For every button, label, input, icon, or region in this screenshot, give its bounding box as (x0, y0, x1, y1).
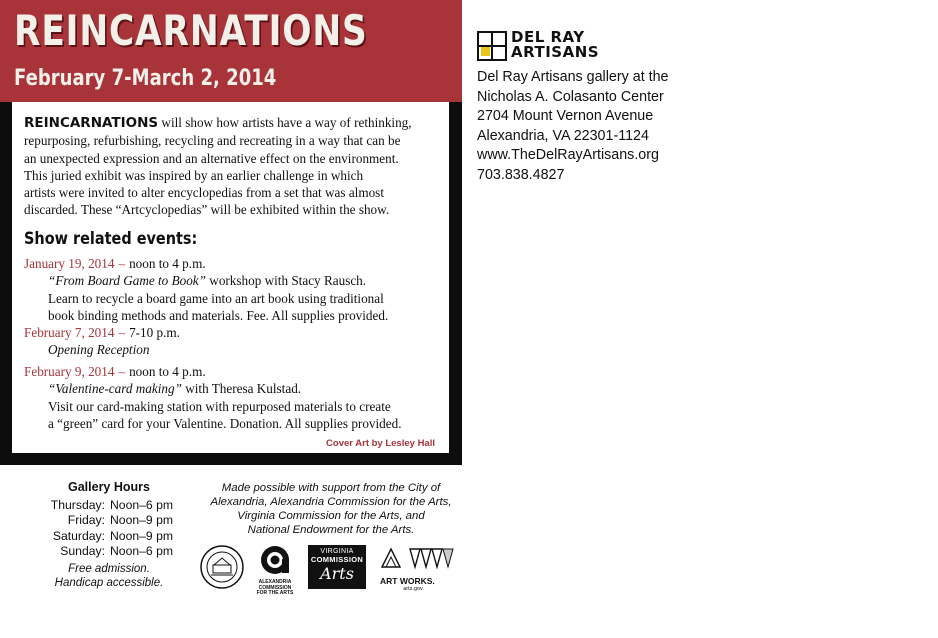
event-title-line (24, 380, 444, 397)
admission-note (20, 562, 198, 590)
intro-paragraph (24, 114, 444, 219)
hours-time: Noon–9 pm (110, 513, 174, 528)
alexandria-line: FOR THE ARTS (256, 590, 294, 597)
exhibit-description-card (12, 102, 449, 453)
event-dash: – (118, 364, 126, 379)
intro-exhibit-name: REINCARNATIONS (24, 115, 159, 131)
event-description-line: Visit our card-making station with repurposed materials to create (48, 398, 391, 414)
exhibit-title: REINCARNATIONS (14, 6, 368, 55)
virginia-line: VIRGINIA (320, 548, 354, 555)
hours-time: Noon–6 pm (110, 498, 174, 513)
hours-day: Thursday: (50, 498, 105, 513)
logo-grid-icon (477, 31, 507, 61)
virginia-commission-logo (308, 545, 366, 589)
event-dash: – (118, 256, 126, 271)
sponsor-logos (198, 545, 468, 597)
hours-row (20, 513, 198, 528)
alexandria-line: COMMISSION (258, 584, 292, 591)
nea-art-works-logo (380, 545, 454, 592)
event-item (24, 363, 444, 432)
event-header (24, 363, 444, 380)
event-description-line: Learn to recycle a board game into an art book using traditional (48, 290, 384, 306)
intro-line: an unexpected expression and an alternative effect on the environment. (24, 150, 399, 166)
cover-art-credit: Cover Art by Lesley Hall (326, 438, 435, 449)
phone-number: 703.838.4827 (477, 166, 565, 183)
event-time: noon to 4 p.m. (129, 256, 206, 271)
intro-line (24, 114, 444, 132)
event-time: noon to 4 p.m. (129, 364, 206, 379)
exhibit-dates: February 7-March 2, 2014 (14, 66, 277, 91)
address-line: Del Ray Artisans gallery at the (477, 69, 669, 85)
event-item (24, 255, 444, 324)
event-title-rest: workshop with Stacy Rausch. (206, 273, 367, 289)
address-line: Nicholas A. Colasanto Center (477, 88, 664, 105)
alexandria-a-icon (258, 545, 292, 575)
event-title: “From Board Game to Book” (48, 273, 206, 289)
exhibit-panel (0, 0, 462, 465)
hours-day: Sunday: (60, 543, 105, 558)
virginia-line: COMMISSION (310, 555, 364, 564)
logo-line: ARTISANS (511, 43, 600, 61)
intro-line: discarded. These “Artcyclopedias” will be exhibited within the show. (24, 202, 390, 218)
hours-day: Friday: (67, 513, 105, 528)
logo-line: DEL RAY (511, 28, 585, 46)
website-link[interactable]: www.TheDelRayArtisans.org (477, 147, 659, 163)
support-line: National Endowment for the Arts. (247, 524, 415, 536)
event-time: 7-10 p.m. (129, 325, 180, 340)
nea-website: arts.gov (403, 586, 423, 592)
admission-line: Free admission. (68, 563, 150, 576)
hours-row (20, 498, 198, 513)
support-line: Alexandria, Alexandria Commission for the Arts, (210, 496, 452, 508)
del-ray-artisans-logo (477, 28, 617, 63)
intro-line: artists were invited to alter encyclopedias from a set that was almost (24, 185, 384, 201)
nea-art-works: ART WORKS. (380, 576, 435, 586)
event-title-line (24, 272, 444, 289)
hours-row (20, 529, 198, 544)
address-line: 2704 Mount Vernon Avenue (477, 108, 654, 124)
city-of-alexandria-seal-icon (200, 545, 244, 589)
event-title-rest: with Theresa Kulstad. (181, 381, 302, 397)
event-date: January 19, 2014 (24, 256, 115, 271)
event-description-line: a “green” card for your Valentine. Donation. All supplies provided. (48, 415, 402, 431)
nea-triangles-icon (380, 545, 454, 571)
intro-line: repurposing, refurbishing, recycling and recreating in a way that can be (24, 133, 401, 149)
logo-wordmark (511, 30, 599, 60)
alexandria-line: ALEXANDRIA (258, 579, 292, 585)
gallery-address (477, 68, 669, 185)
address-line: Alexandria, VA 22301-1124 (477, 127, 649, 144)
hours-day: Saturday: (52, 528, 105, 543)
hours-title: Gallery Hours (68, 480, 150, 494)
support-line: Made possible with support from the City of (221, 482, 441, 494)
support-line: Virginia Commission for the Arts, and (237, 510, 425, 522)
event-header (24, 255, 444, 272)
virginia-arts: Arts (320, 564, 354, 583)
event-header (24, 324, 444, 341)
alexandria-commission-logo (258, 545, 292, 597)
hours-time: Noon–6 pm (110, 543, 174, 558)
hours-time: Noon–9 pm (110, 528, 174, 543)
event-title: “Valentine-card making” (48, 381, 182, 397)
event-dash: – (118, 325, 126, 340)
event-date: February 7, 2014 (24, 325, 115, 340)
alexandria-commission-text (255, 580, 295, 597)
events-heading: Show related events: (24, 229, 198, 249)
event-subtitle: Opening Reception (48, 342, 150, 358)
event-item (24, 324, 444, 359)
event-description-line: book binding methods and materials. Fee. All supplies provided. (48, 307, 389, 323)
support-statement (200, 481, 462, 537)
gallery-hours (20, 480, 198, 590)
accessibility-line: Handicap accessible. (54, 577, 164, 590)
intro-line: This juried exhibit was inspired by an earlier challenge in which (24, 167, 364, 183)
event-date: February 9, 2014 (24, 364, 115, 379)
hours-row (20, 544, 198, 559)
title-banner (0, 0, 462, 102)
intro-first-line: will show how artists have a way of rethinking, (158, 115, 412, 130)
